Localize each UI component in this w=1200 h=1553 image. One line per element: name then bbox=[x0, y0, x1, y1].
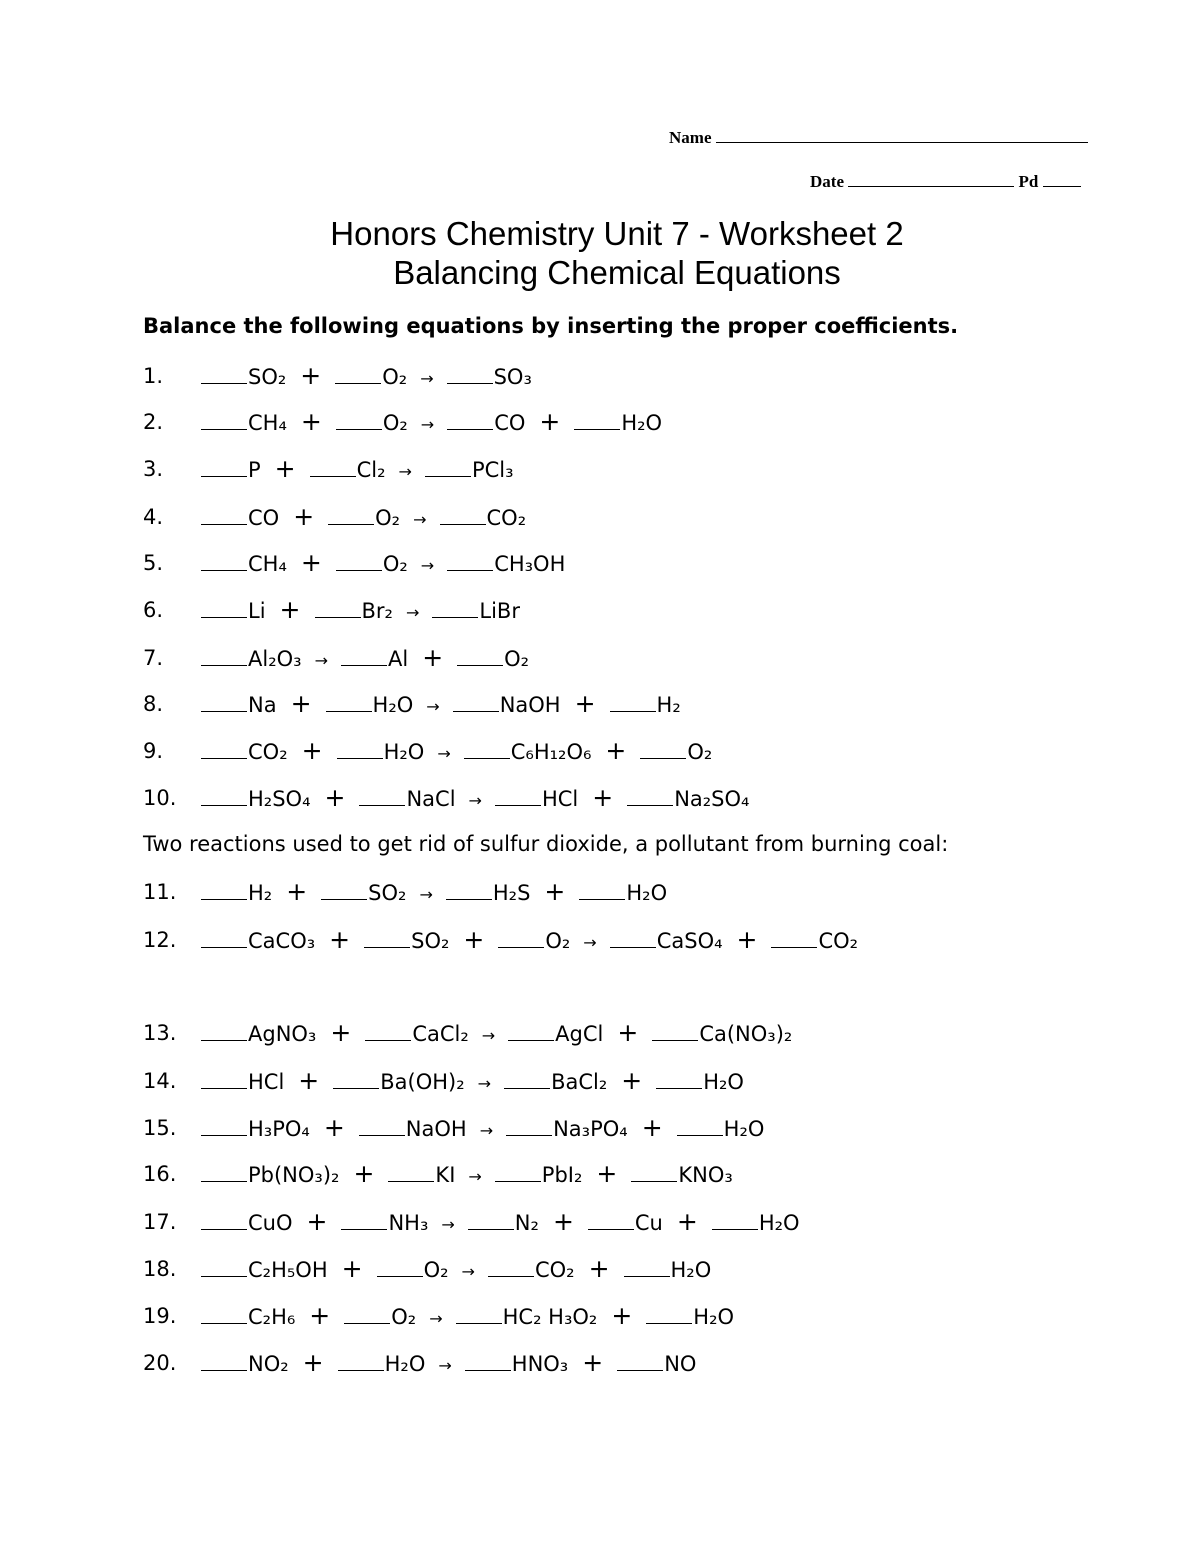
coefficient-blank[interactable] bbox=[201, 1018, 247, 1041]
date-field[interactable] bbox=[848, 171, 1014, 187]
formula: H₂SO₄ bbox=[248, 787, 311, 811]
formula: H₂ bbox=[248, 881, 273, 905]
coefficient-blank[interactable] bbox=[498, 925, 544, 948]
equation-number: 11. bbox=[143, 880, 177, 904]
formula: NO₂ bbox=[248, 1352, 289, 1376]
coefficient-blank[interactable] bbox=[337, 736, 383, 759]
formula: H₂O bbox=[723, 1117, 765, 1141]
equation-number: 1. bbox=[143, 364, 164, 388]
formula: CH₄ bbox=[248, 411, 287, 435]
coefficient-blank[interactable] bbox=[447, 548, 493, 571]
yield-arrow-icon: → bbox=[420, 556, 435, 575]
equation-terms bbox=[201, 782, 749, 817]
formula: C₂H₅OH bbox=[248, 1258, 328, 1282]
coefficient-blank[interactable] bbox=[201, 643, 247, 666]
formula: CH₃OH bbox=[494, 552, 566, 576]
coefficient-blank[interactable] bbox=[201, 1348, 247, 1371]
formula: AgNO₃ bbox=[248, 1022, 317, 1046]
coefficient-blank[interactable] bbox=[579, 877, 625, 900]
equation-number: 17. bbox=[143, 1210, 177, 1234]
equation-terms bbox=[201, 1017, 792, 1052]
coefficient-blank[interactable] bbox=[364, 925, 410, 948]
coefficient-blank[interactable] bbox=[341, 643, 387, 666]
formula: NH₃ bbox=[388, 1211, 429, 1235]
worksheet-subtitle: Balancing Chemical Equations bbox=[393, 254, 841, 291]
formula: Ca(NO₃)₂ bbox=[699, 1022, 793, 1046]
formula: C₂H₆ bbox=[248, 1305, 296, 1329]
coefficient-blank[interactable] bbox=[425, 454, 471, 477]
plus-sign: + bbox=[422, 643, 444, 672]
formula: H₂O bbox=[383, 740, 425, 764]
equation-number: 4. bbox=[143, 505, 164, 529]
equation-number: 2. bbox=[143, 410, 164, 434]
formula: CaCO₃ bbox=[248, 929, 316, 953]
coefficient-blank[interactable] bbox=[646, 1301, 692, 1324]
coefficient-blank[interactable] bbox=[201, 1207, 247, 1230]
coefficient-blank[interactable] bbox=[201, 1113, 247, 1136]
coefficient-blank[interactable] bbox=[456, 1301, 502, 1324]
plus-sign: + bbox=[736, 925, 758, 954]
formula: P bbox=[248, 458, 261, 482]
plus-sign: + bbox=[641, 1113, 663, 1142]
coefficient-blank[interactable] bbox=[333, 1066, 379, 1089]
yield-arrow-icon: → bbox=[468, 791, 482, 810]
equation-number: 13. bbox=[143, 1021, 177, 1045]
formula: H₂O bbox=[626, 881, 668, 905]
yield-arrow-icon: → bbox=[481, 1026, 496, 1045]
formula: CaSO₄ bbox=[656, 929, 723, 953]
coefficient-blank[interactable] bbox=[468, 1207, 514, 1230]
date-period-row bbox=[810, 171, 1081, 192]
formula: Ba(OH)₂ bbox=[380, 1070, 465, 1094]
formula: CO bbox=[494, 411, 526, 435]
plus-sign: + bbox=[274, 454, 296, 483]
plus-sign: + bbox=[574, 689, 596, 718]
formula: SO₂ bbox=[411, 929, 450, 953]
coefficient-blank[interactable] bbox=[627, 783, 673, 806]
formula: Cl₂ bbox=[356, 458, 386, 482]
formula: H₃PO₄ bbox=[248, 1117, 310, 1141]
coefficient-blank[interactable] bbox=[344, 1301, 390, 1324]
coefficient-blank[interactable] bbox=[624, 1254, 670, 1277]
coefficient-blank[interactable] bbox=[201, 1159, 247, 1182]
formula: AgCl bbox=[555, 1022, 604, 1046]
coefficient-blank[interactable] bbox=[610, 925, 656, 948]
coefficient-blank[interactable] bbox=[377, 1254, 423, 1277]
yield-arrow-icon: → bbox=[419, 885, 433, 904]
equation-terms bbox=[201, 642, 529, 677]
plus-sign: + bbox=[353, 1159, 375, 1188]
coefficient-blank[interactable] bbox=[201, 595, 247, 618]
equation-number: 14. bbox=[143, 1069, 177, 1093]
yield-arrow-icon: → bbox=[429, 1309, 443, 1328]
coefficient-blank[interactable] bbox=[574, 407, 620, 430]
equation-terms bbox=[201, 1112, 764, 1147]
coefficient-blank[interactable] bbox=[432, 595, 478, 618]
coefficient-blank[interactable] bbox=[201, 925, 247, 948]
formula: O₂ bbox=[382, 411, 408, 435]
instructions: Balance the following equations by inserting the proper coefficients. bbox=[143, 314, 959, 338]
coefficient-blank[interactable] bbox=[446, 877, 492, 900]
equation-number: 20. bbox=[143, 1351, 177, 1375]
date-label: Date bbox=[810, 172, 844, 191]
equation-number: 3. bbox=[143, 457, 164, 481]
formula: CuO bbox=[248, 1211, 293, 1235]
plus-sign: + bbox=[582, 1348, 604, 1377]
plus-sign: + bbox=[341, 1254, 363, 1283]
formula: O₂ bbox=[375, 506, 401, 530]
coefficient-blank[interactable] bbox=[201, 454, 247, 477]
formula: Al bbox=[387, 647, 409, 671]
formula: KNO₃ bbox=[678, 1163, 733, 1187]
formula: H₂O bbox=[758, 1211, 800, 1235]
coefficient-blank[interactable] bbox=[201, 783, 247, 806]
yield-arrow-icon: → bbox=[420, 369, 434, 388]
coefficient-blank[interactable] bbox=[588, 1207, 634, 1230]
equation-terms bbox=[201, 1347, 696, 1382]
formula: LiBr bbox=[479, 599, 520, 623]
plus-sign: + bbox=[286, 877, 308, 906]
formula: O₂ bbox=[391, 1305, 417, 1329]
plus-sign: + bbox=[279, 595, 301, 624]
formula: H₂S bbox=[492, 881, 531, 905]
coefficient-blank[interactable] bbox=[310, 454, 356, 477]
yield-arrow-icon: → bbox=[420, 415, 435, 434]
formula: SO₂ bbox=[248, 365, 287, 389]
plus-sign: + bbox=[323, 1113, 345, 1142]
yield-arrow-icon: → bbox=[441, 1215, 455, 1234]
coefficient-blank[interactable] bbox=[201, 361, 247, 384]
formula: HCl bbox=[248, 1070, 285, 1094]
formula: CO₂ bbox=[486, 506, 527, 530]
equation-number: 8. bbox=[143, 692, 164, 716]
yield-arrow-icon: → bbox=[426, 697, 440, 716]
coefficient-blank[interactable] bbox=[201, 877, 247, 900]
formula: O₂ bbox=[423, 1258, 449, 1282]
equation-terms bbox=[201, 876, 667, 911]
coefficient-blank[interactable] bbox=[201, 502, 247, 525]
coefficient-blank[interactable] bbox=[359, 1113, 405, 1136]
formula: CaCl₂ bbox=[412, 1022, 469, 1046]
yield-arrow-icon: → bbox=[468, 1167, 482, 1186]
formula: O₂ bbox=[545, 929, 571, 953]
formula: O₂ bbox=[687, 740, 713, 764]
coefficient-blank[interactable] bbox=[640, 736, 686, 759]
formula: H₂O bbox=[670, 1258, 712, 1282]
plus-sign: + bbox=[301, 736, 323, 765]
formula: PbI₂ bbox=[541, 1163, 583, 1187]
formula: CO bbox=[248, 506, 280, 530]
formula: PCl₃ bbox=[471, 458, 514, 482]
equation-terms bbox=[201, 735, 712, 770]
formula: NaOH bbox=[499, 693, 561, 717]
coefficient-blank[interactable] bbox=[631, 1159, 677, 1182]
equation-terms bbox=[201, 360, 532, 395]
equation-terms bbox=[201, 1206, 800, 1241]
yield-arrow-icon: → bbox=[413, 510, 427, 529]
plus-sign: + bbox=[309, 1301, 331, 1330]
coefficient-blank[interactable] bbox=[201, 689, 247, 712]
yield-arrow-icon: → bbox=[437, 744, 451, 763]
plus-sign: + bbox=[611, 1301, 633, 1330]
formula: H₂O bbox=[693, 1305, 735, 1329]
equation-terms bbox=[201, 406, 662, 441]
plus-sign: + bbox=[605, 736, 627, 765]
coefficient-blank[interactable] bbox=[201, 1066, 247, 1089]
equation-terms bbox=[201, 1158, 733, 1193]
period-label: Pd bbox=[1018, 172, 1039, 191]
coefficient-blank[interactable] bbox=[610, 689, 656, 712]
coefficient-blank[interactable] bbox=[388, 1159, 434, 1182]
plus-sign: + bbox=[552, 1207, 574, 1236]
equation-number: 12. bbox=[143, 928, 177, 952]
coefficient-blank[interactable] bbox=[771, 925, 817, 948]
coefficient-blank[interactable] bbox=[495, 1159, 541, 1182]
plus-sign: + bbox=[324, 783, 346, 812]
formula: H₂ bbox=[656, 693, 681, 717]
coefficient-blank[interactable] bbox=[326, 689, 372, 712]
equation-terms bbox=[201, 1253, 711, 1288]
plus-sign: + bbox=[300, 407, 322, 436]
coefficient-blank[interactable] bbox=[652, 1018, 698, 1041]
formula: Na₂SO₄ bbox=[674, 787, 750, 811]
equation-terms bbox=[201, 594, 520, 629]
formula: SO₂ bbox=[368, 881, 407, 905]
equation-number: 9. bbox=[143, 739, 164, 763]
formula: NaCl bbox=[406, 787, 456, 811]
coefficient-blank[interactable] bbox=[447, 407, 493, 430]
coefficient-blank[interactable] bbox=[617, 1348, 663, 1371]
coefficient-blank[interactable] bbox=[457, 643, 503, 666]
plus-sign: + bbox=[330, 1018, 352, 1047]
coefficient-blank[interactable] bbox=[338, 1348, 384, 1371]
coefficient-blank[interactable] bbox=[321, 877, 367, 900]
plus-sign: + bbox=[544, 877, 566, 906]
coefficient-blank[interactable] bbox=[465, 1348, 511, 1371]
coefficient-blank[interactable] bbox=[447, 361, 493, 384]
coefficient-blank[interactable] bbox=[656, 1066, 702, 1089]
yield-arrow-icon: → bbox=[405, 603, 420, 622]
formula: HC₂ H₃O₂ bbox=[502, 1305, 598, 1329]
plus-sign: + bbox=[592, 783, 614, 812]
plus-sign: + bbox=[676, 1207, 698, 1236]
formula: Na bbox=[248, 693, 277, 717]
equation-terms bbox=[201, 1300, 734, 1335]
formula: Li bbox=[248, 599, 266, 623]
yield-arrow-icon: → bbox=[438, 1356, 452, 1375]
formula: H₂O bbox=[384, 1352, 426, 1376]
formula: SO₃ bbox=[493, 365, 532, 389]
coefficient-blank[interactable] bbox=[335, 361, 381, 384]
coefficient-blank[interactable] bbox=[341, 1207, 387, 1230]
yield-arrow-icon: → bbox=[461, 1262, 475, 1281]
yield-arrow-icon: → bbox=[477, 1074, 492, 1093]
plus-sign: + bbox=[293, 502, 315, 531]
plus-sign: + bbox=[329, 925, 351, 954]
formula: N₂ bbox=[514, 1211, 539, 1235]
coefficient-blank[interactable] bbox=[336, 548, 382, 571]
formula: BaCl₂ bbox=[551, 1070, 608, 1094]
plus-sign: + bbox=[463, 925, 485, 954]
equation-terms bbox=[201, 501, 526, 536]
formula: O₂ bbox=[382, 552, 408, 576]
formula: O₂ bbox=[382, 365, 408, 389]
name-row bbox=[669, 127, 1088, 148]
equation-terms bbox=[201, 688, 681, 723]
formula: Na₃PO₄ bbox=[553, 1117, 628, 1141]
formula: H₂O bbox=[372, 693, 414, 717]
yield-arrow-icon: → bbox=[398, 462, 412, 481]
equation-number: 15. bbox=[143, 1116, 177, 1140]
coefficient-blank[interactable] bbox=[464, 736, 510, 759]
plus-sign: + bbox=[539, 407, 561, 436]
equation-number: 5. bbox=[143, 551, 164, 575]
formula: CH₄ bbox=[248, 552, 287, 576]
coefficient-blank[interactable] bbox=[677, 1113, 723, 1136]
worksheet-title: Honors Chemistry Unit 7 - Worksheet 2 bbox=[330, 215, 904, 252]
plus-sign: + bbox=[596, 1159, 618, 1188]
formula: HNO₃ bbox=[511, 1352, 569, 1376]
formula: CO₂ bbox=[818, 929, 859, 953]
equation-number: 7. bbox=[143, 646, 164, 670]
formula: Cu bbox=[634, 1211, 663, 1235]
equation-terms bbox=[201, 547, 565, 582]
coefficient-blank[interactable] bbox=[506, 1113, 552, 1136]
formula: NO bbox=[664, 1352, 697, 1376]
plus-sign: + bbox=[300, 548, 322, 577]
plus-sign: + bbox=[621, 1066, 643, 1095]
formula: Al₂O₃ bbox=[248, 647, 302, 671]
coefficient-blank[interactable] bbox=[201, 548, 247, 571]
formula: Pb(NO₃)₂ bbox=[248, 1163, 340, 1187]
plus-sign: + bbox=[302, 1348, 324, 1377]
yield-arrow-icon: → bbox=[583, 933, 597, 952]
coefficient-blank[interactable] bbox=[315, 595, 361, 618]
formula: NaOH bbox=[405, 1117, 467, 1141]
formula: HCl bbox=[541, 787, 579, 811]
equation-number: 18. bbox=[143, 1257, 177, 1281]
name-label: Name bbox=[669, 128, 712, 147]
period-field[interactable] bbox=[1043, 171, 1081, 187]
formula: C₆H₁₂O₆ bbox=[510, 740, 592, 764]
coefficient-blank[interactable] bbox=[365, 1018, 411, 1041]
coefficient-blank[interactable] bbox=[488, 1254, 534, 1277]
plus-sign: + bbox=[298, 1066, 320, 1095]
equation-terms bbox=[201, 1065, 744, 1100]
equation-number: 16. bbox=[143, 1162, 177, 1186]
coefficient-blank[interactable] bbox=[495, 783, 541, 806]
coefficient-blank[interactable] bbox=[328, 502, 374, 525]
formula: CO₂ bbox=[534, 1258, 575, 1282]
coefficient-blank[interactable] bbox=[508, 1018, 554, 1041]
name-field[interactable] bbox=[716, 127, 1088, 143]
plus-sign: + bbox=[306, 1207, 328, 1236]
plus-sign: + bbox=[290, 689, 312, 718]
section-note: Two reactions used to get rid of sulfur dioxide, a pollutant from burning coal: bbox=[143, 832, 949, 856]
yield-arrow-icon: → bbox=[314, 651, 328, 670]
coefficient-blank[interactable] bbox=[201, 736, 247, 759]
coefficient-blank[interactable] bbox=[359, 783, 405, 806]
formula: Br₂ bbox=[361, 599, 393, 623]
formula: H₂O bbox=[621, 411, 663, 435]
coefficient-blank[interactable] bbox=[440, 502, 486, 525]
equation-number: 6. bbox=[143, 598, 164, 622]
yield-arrow-icon: → bbox=[479, 1121, 494, 1140]
coefficient-blank[interactable] bbox=[201, 1301, 247, 1324]
coefficient-blank[interactable] bbox=[712, 1207, 758, 1230]
coefficient-blank[interactable] bbox=[453, 689, 499, 712]
equation-number: 10. bbox=[143, 786, 177, 810]
equation-terms bbox=[201, 453, 514, 488]
formula: O₂ bbox=[504, 647, 530, 671]
plus-sign: + bbox=[617, 1018, 639, 1047]
coefficient-blank[interactable] bbox=[201, 1254, 247, 1277]
coefficient-blank[interactable] bbox=[336, 407, 382, 430]
formula: CO₂ bbox=[248, 740, 288, 764]
equation-terms bbox=[201, 924, 858, 959]
coefficient-blank[interactable] bbox=[201, 407, 247, 430]
plus-sign: + bbox=[588, 1254, 610, 1283]
formula: H₂O bbox=[703, 1070, 744, 1094]
coefficient-blank[interactable] bbox=[504, 1066, 550, 1089]
formula: KI bbox=[435, 1163, 456, 1187]
equation-number: 19. bbox=[143, 1304, 177, 1328]
plus-sign: + bbox=[300, 361, 322, 390]
